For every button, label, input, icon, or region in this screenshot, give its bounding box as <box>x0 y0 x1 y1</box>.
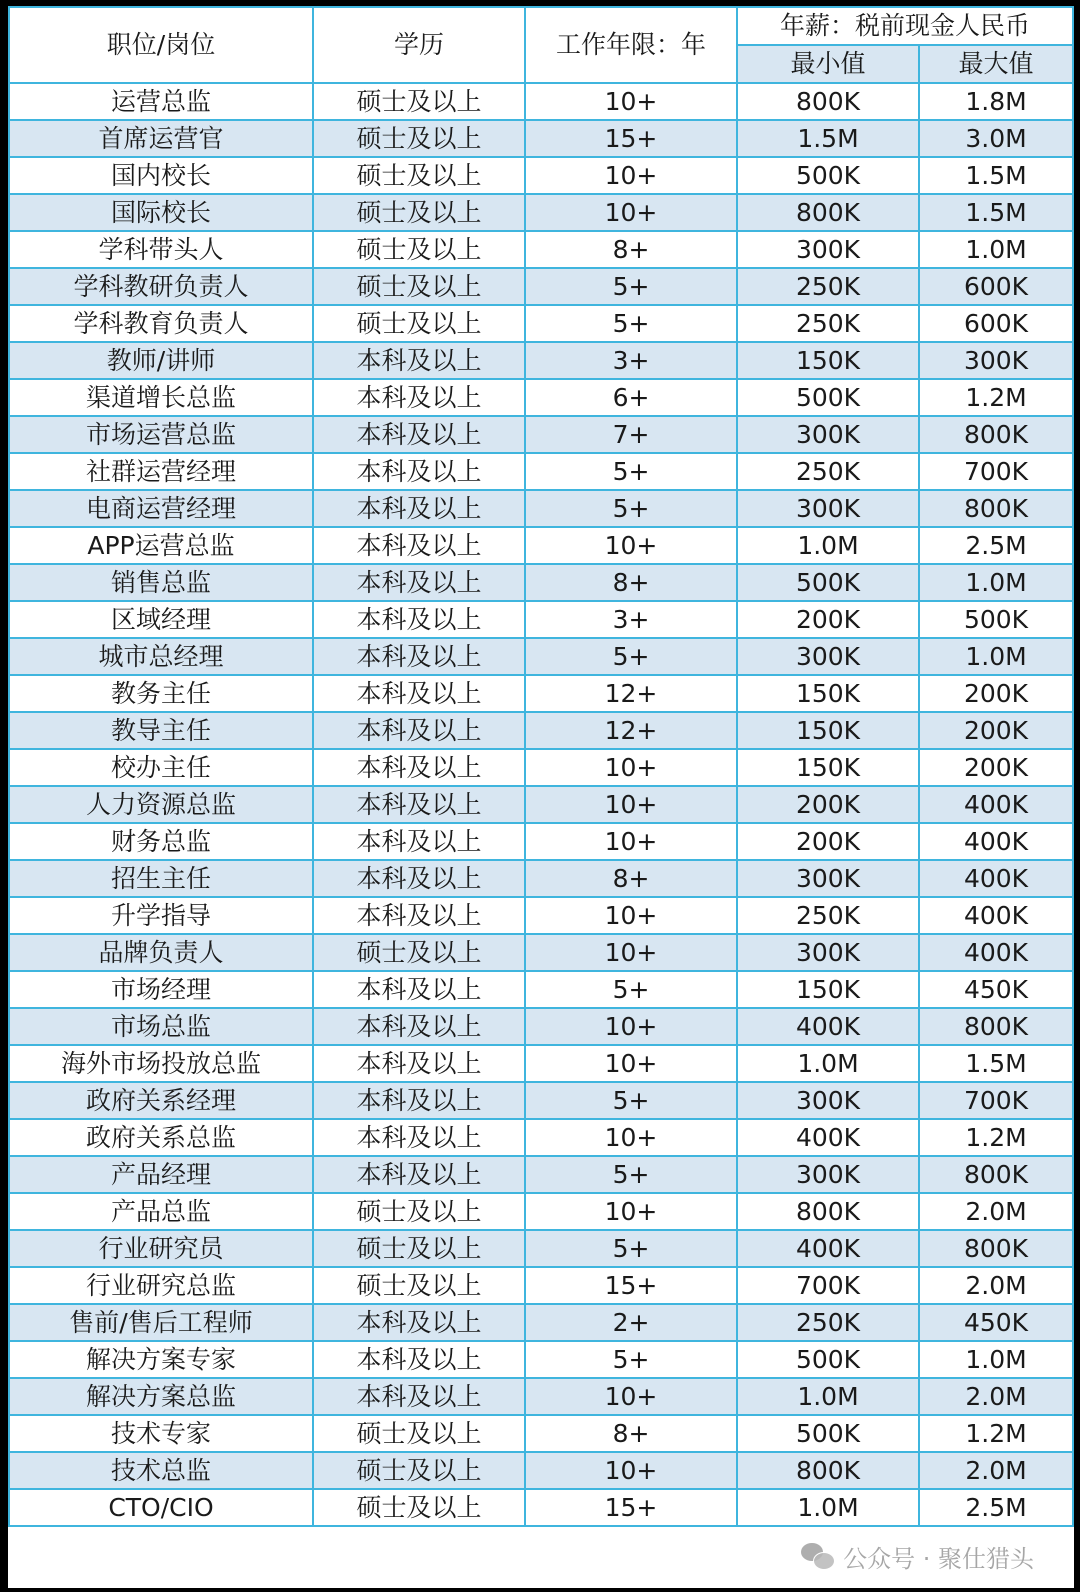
cell-education: 本科及以上 <box>313 1082 525 1119</box>
cell-min-salary: 800K <box>737 83 919 120</box>
cell-years: 8+ <box>525 231 737 268</box>
cell-education: 本科及以上 <box>313 1156 525 1193</box>
cell-max-salary: 1.2M <box>919 1119 1073 1156</box>
table-row <box>9 897 1073 934</box>
cell-education: 本科及以上 <box>313 675 525 712</box>
cell-min-salary: 500K <box>737 379 919 416</box>
cell-position: 运营总监 <box>9 83 313 120</box>
table-row <box>9 712 1073 749</box>
cell-min-salary: 150K <box>737 675 919 712</box>
cell-min-salary: 300K <box>737 1082 919 1119</box>
table-row <box>9 675 1073 712</box>
table-row <box>9 1082 1073 1119</box>
cell-years: 5+ <box>525 1082 737 1119</box>
cell-max-salary: 450K <box>919 1304 1073 1341</box>
cell-years: 12+ <box>525 712 737 749</box>
cell-education: 本科及以上 <box>313 860 525 897</box>
cell-years: 5+ <box>525 1230 737 1267</box>
table-row <box>9 786 1073 823</box>
table-row <box>9 268 1073 305</box>
table-row <box>9 1045 1073 1082</box>
cell-position: 解决方案专家 <box>9 1341 313 1378</box>
cell-min-salary: 200K <box>737 823 919 860</box>
cell-position: 政府关系总监 <box>9 1119 313 1156</box>
cell-position: 行业研究员 <box>9 1230 313 1267</box>
cell-years: 5+ <box>525 971 737 1008</box>
cell-min-salary: 150K <box>737 971 919 1008</box>
cell-years: 10+ <box>525 1045 737 1082</box>
cell-position: 教务主任 <box>9 675 313 712</box>
cell-position: 品牌负责人 <box>9 934 313 971</box>
cell-max-salary: 200K <box>919 675 1073 712</box>
cell-max-salary: 450K <box>919 971 1073 1008</box>
cell-education: 本科及以上 <box>313 342 525 379</box>
cell-position: 售前/售后工程师 <box>9 1304 313 1341</box>
cell-max-salary: 800K <box>919 490 1073 527</box>
cell-min-salary: 400K <box>737 1008 919 1045</box>
header-salary-group: 年薪：税前现金人民币 <box>737 7 1073 45</box>
cell-education: 硕士及以上 <box>313 305 525 342</box>
table-row <box>9 83 1073 120</box>
cell-years: 10+ <box>525 786 737 823</box>
cell-max-salary: 700K <box>919 453 1073 490</box>
cell-position: 国际校长 <box>9 194 313 231</box>
cell-education: 本科及以上 <box>313 749 525 786</box>
cell-years: 10+ <box>525 1193 737 1230</box>
cell-position: 海外市场投放总监 <box>9 1045 313 1082</box>
cell-min-salary: 700K <box>737 1267 919 1304</box>
cell-max-salary: 3.0M <box>919 120 1073 157</box>
cell-position: 销售总监 <box>9 564 313 601</box>
cell-position: 区域经理 <box>9 601 313 638</box>
cell-education: 本科及以上 <box>313 490 525 527</box>
cell-years: 6+ <box>525 379 737 416</box>
table-header <box>9 7 1073 83</box>
cell-min-salary: 150K <box>737 749 919 786</box>
cell-max-salary: 1.5M <box>919 157 1073 194</box>
cell-years: 10+ <box>525 1452 737 1489</box>
cell-position: 国内校长 <box>9 157 313 194</box>
table-row <box>9 1156 1073 1193</box>
cell-years: 5+ <box>525 305 737 342</box>
table-row <box>9 453 1073 490</box>
cell-position: 财务总监 <box>9 823 313 860</box>
cell-education: 本科及以上 <box>313 453 525 490</box>
cell-years: 2+ <box>525 1304 737 1341</box>
cell-max-salary: 500K <box>919 601 1073 638</box>
table-row <box>9 490 1073 527</box>
cell-position: 市场经理 <box>9 971 313 1008</box>
cell-position: 教导主任 <box>9 712 313 749</box>
cell-min-salary: 400K <box>737 1230 919 1267</box>
cell-position: CTO/CIO <box>9 1489 313 1526</box>
table-row <box>9 601 1073 638</box>
cell-years: 5+ <box>525 490 737 527</box>
cell-min-salary: 250K <box>737 268 919 305</box>
table-row <box>9 231 1073 268</box>
table-row <box>9 1230 1073 1267</box>
cell-max-salary: 200K <box>919 749 1073 786</box>
cell-education: 硕士及以上 <box>313 157 525 194</box>
cell-education: 本科及以上 <box>313 601 525 638</box>
cell-max-salary: 2.5M <box>919 1489 1073 1526</box>
cell-education: 本科及以上 <box>313 1119 525 1156</box>
table-row <box>9 564 1073 601</box>
cell-min-salary: 300K <box>737 416 919 453</box>
cell-education: 硕士及以上 <box>313 194 525 231</box>
cell-education: 本科及以上 <box>313 823 525 860</box>
cell-min-salary: 1.5M <box>737 120 919 157</box>
cell-max-salary: 2.0M <box>919 1267 1073 1304</box>
cell-position: 市场总监 <box>9 1008 313 1045</box>
cell-years: 15+ <box>525 1267 737 1304</box>
cell-education: 本科及以上 <box>313 527 525 564</box>
cell-years: 3+ <box>525 601 737 638</box>
table-row <box>9 157 1073 194</box>
cell-min-salary: 1.0M <box>737 1378 919 1415</box>
cell-years: 10+ <box>525 749 737 786</box>
cell-max-salary: 800K <box>919 1156 1073 1193</box>
cell-education: 本科及以上 <box>313 897 525 934</box>
cell-years: 5+ <box>525 1156 737 1193</box>
cell-min-salary: 250K <box>737 897 919 934</box>
cell-education: 硕士及以上 <box>313 1193 525 1230</box>
cell-education: 硕士及以上 <box>313 1415 525 1452</box>
header-position: 职位/岗位 <box>9 7 313 83</box>
cell-min-salary: 800K <box>737 1193 919 1230</box>
cell-education: 本科及以上 <box>313 786 525 823</box>
cell-position: 学科教研负责人 <box>9 268 313 305</box>
cell-education: 本科及以上 <box>313 379 525 416</box>
watermark <box>801 1539 1034 1574</box>
salary-table <box>8 6 1074 1527</box>
cell-education: 本科及以上 <box>313 1341 525 1378</box>
table-row <box>9 638 1073 675</box>
cell-min-salary: 150K <box>737 342 919 379</box>
table-row <box>9 120 1073 157</box>
table-row <box>9 305 1073 342</box>
table-row <box>9 971 1073 1008</box>
cell-min-salary: 300K <box>737 231 919 268</box>
cell-years: 10+ <box>525 1119 737 1156</box>
wechat-icon <box>801 1543 835 1571</box>
cell-max-salary: 1.2M <box>919 1415 1073 1452</box>
cell-max-salary: 600K <box>919 305 1073 342</box>
cell-max-salary: 800K <box>919 416 1073 453</box>
table-row <box>9 527 1073 564</box>
cell-position: 电商运营经理 <box>9 490 313 527</box>
cell-education: 硕士及以上 <box>313 83 525 120</box>
cell-min-salary: 250K <box>737 1304 919 1341</box>
cell-position: 升学指导 <box>9 897 313 934</box>
cell-years: 15+ <box>525 1489 737 1526</box>
cell-max-salary: 400K <box>919 786 1073 823</box>
cell-education: 硕士及以上 <box>313 268 525 305</box>
cell-education: 本科及以上 <box>313 564 525 601</box>
cell-position: 技术专家 <box>9 1415 313 1452</box>
cell-min-salary: 1.0M <box>737 1045 919 1082</box>
cell-years: 8+ <box>525 564 737 601</box>
cell-max-salary: 1.0M <box>919 564 1073 601</box>
cell-max-salary: 1.0M <box>919 1341 1073 1378</box>
cell-years: 3+ <box>525 342 737 379</box>
cell-position: 校办主任 <box>9 749 313 786</box>
salary-sheet <box>8 6 1074 1588</box>
cell-position: 渠道增长总监 <box>9 379 313 416</box>
header-years: 工作年限：年 <box>525 7 737 83</box>
watermark-text: 公众号 · 聚仕猎头 <box>843 1545 1034 1573</box>
table-row <box>9 1193 1073 1230</box>
cell-education: 本科及以上 <box>313 638 525 675</box>
cell-min-salary: 300K <box>737 860 919 897</box>
cell-max-salary: 1.8M <box>919 83 1073 120</box>
table-row <box>9 749 1073 786</box>
cell-position: 社群运营经理 <box>9 453 313 490</box>
cell-max-salary: 2.5M <box>919 527 1073 564</box>
cell-max-salary: 1.5M <box>919 1045 1073 1082</box>
cell-years: 5+ <box>525 453 737 490</box>
cell-education: 硕士及以上 <box>313 1230 525 1267</box>
cell-position: 产品总监 <box>9 1193 313 1230</box>
cell-position: 市场运营总监 <box>9 416 313 453</box>
cell-years: 10+ <box>525 527 737 564</box>
cell-years: 5+ <box>525 268 737 305</box>
table-row <box>9 860 1073 897</box>
cell-education: 本科及以上 <box>313 416 525 453</box>
cell-years: 7+ <box>525 416 737 453</box>
table-row <box>9 1415 1073 1452</box>
cell-years: 10+ <box>525 934 737 971</box>
cell-education: 本科及以上 <box>313 1378 525 1415</box>
cell-years: 10+ <box>525 194 737 231</box>
cell-years: 8+ <box>525 1415 737 1452</box>
table-row <box>9 1452 1073 1489</box>
cell-education: 本科及以上 <box>313 1008 525 1045</box>
cell-max-salary: 1.2M <box>919 379 1073 416</box>
cell-years: 10+ <box>525 823 737 860</box>
cell-min-salary: 500K <box>737 1415 919 1452</box>
cell-min-salary: 250K <box>737 453 919 490</box>
table-row <box>9 379 1073 416</box>
cell-max-salary: 2.0M <box>919 1378 1073 1415</box>
cell-position: 产品经理 <box>9 1156 313 1193</box>
cell-min-salary: 800K <box>737 194 919 231</box>
cell-position: APP运营总监 <box>9 527 313 564</box>
cell-education: 硕士及以上 <box>313 934 525 971</box>
cell-max-salary: 1.5M <box>919 194 1073 231</box>
cell-max-salary: 400K <box>919 823 1073 860</box>
cell-min-salary: 150K <box>737 712 919 749</box>
cell-min-salary: 400K <box>737 1119 919 1156</box>
cell-min-salary: 800K <box>737 1452 919 1489</box>
cell-education: 硕士及以上 <box>313 120 525 157</box>
cell-max-salary: 400K <box>919 897 1073 934</box>
table-row <box>9 1119 1073 1156</box>
cell-years: 10+ <box>525 897 737 934</box>
cell-education: 本科及以上 <box>313 712 525 749</box>
table-body <box>9 83 1073 1526</box>
cell-position: 行业研究总监 <box>9 1267 313 1304</box>
cell-max-salary: 600K <box>919 268 1073 305</box>
cell-position: 教师/讲师 <box>9 342 313 379</box>
cell-position: 政府关系经理 <box>9 1082 313 1119</box>
cell-position: 城市总经理 <box>9 638 313 675</box>
cell-max-salary: 300K <box>919 342 1073 379</box>
cell-years: 5+ <box>525 638 737 675</box>
cell-education: 本科及以上 <box>313 971 525 1008</box>
cell-max-salary: 800K <box>919 1230 1073 1267</box>
cell-position: 解决方案总监 <box>9 1378 313 1415</box>
cell-position: 学科带头人 <box>9 231 313 268</box>
table-row <box>9 1267 1073 1304</box>
header-min: 最小值 <box>737 45 919 83</box>
cell-years: 15+ <box>525 120 737 157</box>
cell-max-salary: 2.0M <box>919 1193 1073 1230</box>
table-row <box>9 342 1073 379</box>
table-row <box>9 1489 1073 1526</box>
table-row <box>9 823 1073 860</box>
cell-max-salary: 700K <box>919 1082 1073 1119</box>
cell-education: 本科及以上 <box>313 1304 525 1341</box>
cell-position: 技术总监 <box>9 1452 313 1489</box>
table-row <box>9 416 1073 453</box>
cell-min-salary: 500K <box>737 1341 919 1378</box>
cell-max-salary: 400K <box>919 934 1073 971</box>
table-row <box>9 194 1073 231</box>
cell-max-salary: 1.0M <box>919 638 1073 675</box>
cell-min-salary: 1.0M <box>737 527 919 564</box>
cell-min-salary: 200K <box>737 601 919 638</box>
cell-position: 首席运营官 <box>9 120 313 157</box>
cell-max-salary: 2.0M <box>919 1452 1073 1489</box>
cell-max-salary: 200K <box>919 712 1073 749</box>
cell-years: 10+ <box>525 1378 737 1415</box>
cell-min-salary: 300K <box>737 490 919 527</box>
header-max: 最大值 <box>919 45 1073 83</box>
cell-min-salary: 300K <box>737 1156 919 1193</box>
table-row <box>9 1304 1073 1341</box>
cell-years: 10+ <box>525 83 737 120</box>
cell-position: 人力资源总监 <box>9 786 313 823</box>
cell-education: 本科及以上 <box>313 1045 525 1082</box>
cell-education: 硕士及以上 <box>313 231 525 268</box>
cell-min-salary: 500K <box>737 157 919 194</box>
cell-min-salary: 1.0M <box>737 1489 919 1526</box>
table-row <box>9 1008 1073 1045</box>
table-row <box>9 1378 1073 1415</box>
cell-education: 硕士及以上 <box>313 1452 525 1489</box>
cell-max-salary: 800K <box>919 1008 1073 1045</box>
cell-min-salary: 250K <box>737 305 919 342</box>
cell-years: 10+ <box>525 1008 737 1045</box>
cell-min-salary: 300K <box>737 934 919 971</box>
table-row <box>9 1341 1073 1378</box>
cell-min-salary: 200K <box>737 786 919 823</box>
cell-min-salary: 500K <box>737 564 919 601</box>
cell-years: 8+ <box>525 860 737 897</box>
cell-max-salary: 400K <box>919 860 1073 897</box>
cell-position: 招生主任 <box>9 860 313 897</box>
cell-min-salary: 300K <box>737 638 919 675</box>
cell-years: 10+ <box>525 157 737 194</box>
cell-education: 硕士及以上 <box>313 1267 525 1304</box>
cell-years: 5+ <box>525 1341 737 1378</box>
cell-position: 学科教育负责人 <box>9 305 313 342</box>
cell-years: 12+ <box>525 675 737 712</box>
header-education: 学历 <box>313 7 525 83</box>
cell-education: 硕士及以上 <box>313 1489 525 1526</box>
cell-max-salary: 1.0M <box>919 231 1073 268</box>
table-row <box>9 934 1073 971</box>
